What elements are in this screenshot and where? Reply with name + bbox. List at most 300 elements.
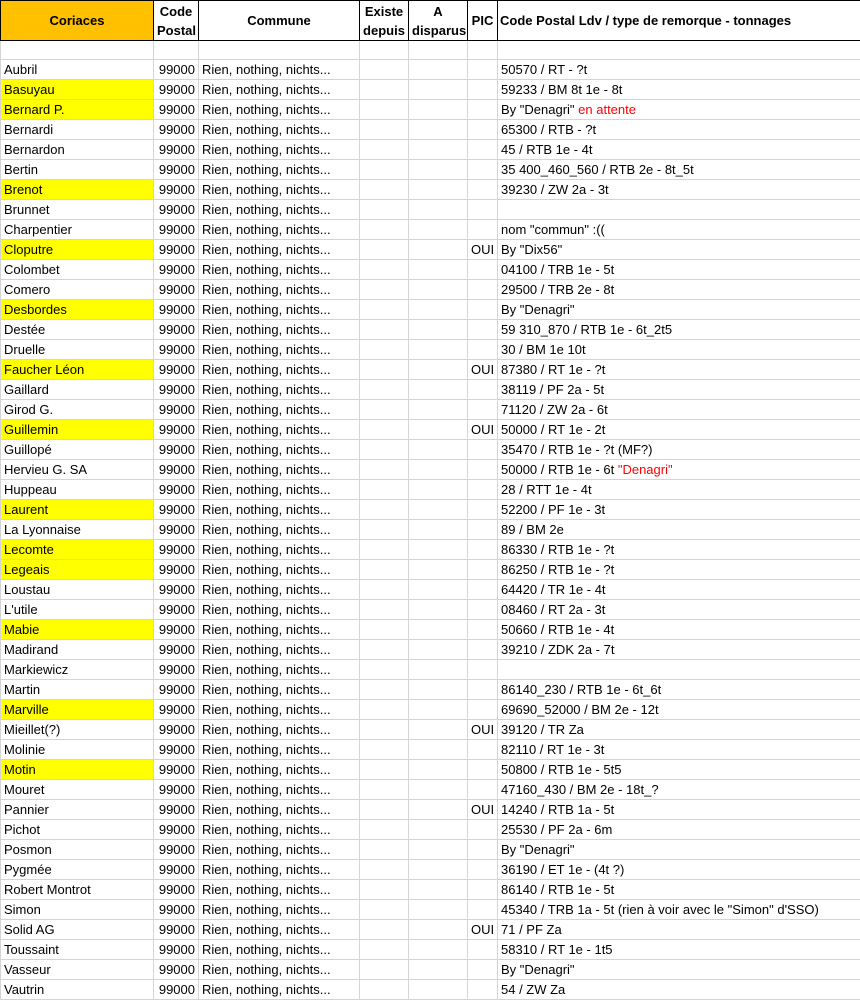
pic-cell[interactable] — [468, 960, 498, 980]
existe-depuis-cell[interactable] — [360, 980, 409, 1000]
a-disparus-cell[interactable] — [409, 720, 468, 740]
commune-cell[interactable]: Rien, nothing, nichts... — [199, 620, 360, 640]
header-pic[interactable]: PIC — [468, 1, 498, 41]
existe-depuis-cell[interactable] — [360, 600, 409, 620]
commune-cell[interactable]: Rien, nothing, nichts... — [199, 380, 360, 400]
name-cell[interactable]: Brenot — [1, 180, 154, 200]
code-postal-cell[interactable]: 99000 — [154, 440, 199, 460]
pic-cell[interactable]: OUI — [468, 360, 498, 380]
pic-cell[interactable] — [468, 400, 498, 420]
ldv-cell[interactable] — [498, 840, 860, 860]
ldv-cell[interactable] — [498, 220, 860, 240]
name-cell[interactable]: Pichot — [1, 820, 154, 840]
name-cell[interactable]: Colombet — [1, 260, 154, 280]
ldv-cell[interactable] — [498, 80, 860, 100]
ldv-cell[interactable] — [498, 780, 860, 800]
commune-cell[interactable]: Rien, nothing, nichts... — [199, 600, 360, 620]
existe-depuis-cell[interactable] — [360, 320, 409, 340]
header-commune[interactable]: Commune — [199, 1, 360, 41]
code-postal-cell[interactable]: 99000 — [154, 140, 199, 160]
commune-cell[interactable]: Rien, nothing, nichts... — [199, 500, 360, 520]
name-cell[interactable]: Simon — [1, 900, 154, 920]
commune-cell[interactable]: Rien, nothing, nichts... — [199, 100, 360, 120]
pic-cell[interactable] — [468, 440, 498, 460]
name-cell[interactable]: Mabie — [1, 620, 154, 640]
commune-cell[interactable]: Rien, nothing, nichts... — [199, 360, 360, 380]
commune-cell[interactable]: Rien, nothing, nichts... — [199, 680, 360, 700]
name-cell[interactable]: Robert Montrot — [1, 880, 154, 900]
existe-depuis-cell[interactable] — [360, 280, 409, 300]
code-postal-cell[interactable]: 99000 — [154, 620, 199, 640]
existe-depuis-cell[interactable] — [360, 800, 409, 820]
name-cell[interactable]: Loustau — [1, 580, 154, 600]
pic-cell[interactable] — [468, 760, 498, 780]
existe-depuis-cell[interactable] — [360, 520, 409, 540]
code-postal-cell[interactable]: 99000 — [154, 820, 199, 840]
code-postal-cell[interactable]: 99000 — [154, 360, 199, 380]
a-disparus-cell[interactable] — [409, 60, 468, 80]
a-disparus-cell[interactable] — [409, 500, 468, 520]
code-postal-cell[interactable]: 99000 — [154, 760, 199, 780]
a-disparus-cell[interactable] — [409, 300, 468, 320]
commune-cell[interactable]: Rien, nothing, nichts... — [199, 820, 360, 840]
name-cell[interactable]: Destée — [1, 320, 154, 340]
commune-cell[interactable]: Rien, nothing, nichts... — [199, 700, 360, 720]
name-cell[interactable]: Molinie — [1, 740, 154, 760]
a-disparus-cell[interactable] — [409, 440, 468, 460]
pic-cell[interactable] — [468, 300, 498, 320]
pic-cell[interactable] — [468, 560, 498, 580]
code-postal-cell[interactable]: 99000 — [154, 220, 199, 240]
name-cell[interactable]: Markiewicz — [1, 660, 154, 680]
header-coriaces[interactable]: Coriaces — [1, 1, 154, 41]
code-postal-cell[interactable]: 99000 — [154, 540, 199, 560]
ldv-cell[interactable] — [498, 200, 860, 220]
code-postal-cell[interactable]: 99000 — [154, 200, 199, 220]
code-postal-cell[interactable]: 99000 — [154, 680, 199, 700]
commune-cell[interactable]: Rien, nothing, nichts... — [199, 480, 360, 500]
commune-cell[interactable]: Rien, nothing, nichts... — [199, 760, 360, 780]
code-postal-cell[interactable]: 99000 — [154, 560, 199, 580]
name-cell[interactable]: Druelle — [1, 340, 154, 360]
code-postal-cell[interactable]: 99000 — [154, 880, 199, 900]
name-cell[interactable]: Pygmée — [1, 860, 154, 880]
existe-depuis-cell[interactable] — [360, 660, 409, 680]
ldv-cell[interactable] — [498, 960, 860, 980]
name-cell[interactable]: Vasseur — [1, 960, 154, 980]
existe-depuis-cell[interactable] — [360, 240, 409, 260]
ldv-cell[interactable] — [498, 380, 860, 400]
ldv-cell[interactable] — [498, 460, 860, 480]
a-disparus-cell[interactable] — [409, 240, 468, 260]
ldv-cell[interactable] — [498, 500, 860, 520]
name-cell[interactable]: Vautrin — [1, 980, 154, 1000]
existe-depuis-cell[interactable] — [360, 840, 409, 860]
name-cell[interactable]: Bernardon — [1, 140, 154, 160]
commune-cell[interactable]: Rien, nothing, nichts... — [199, 80, 360, 100]
name-cell[interactable]: Posmon — [1, 840, 154, 860]
existe-depuis-cell[interactable] — [360, 200, 409, 220]
code-postal-cell[interactable]: 99000 — [154, 160, 199, 180]
name-cell[interactable]: La Lyonnaise — [1, 520, 154, 540]
existe-depuis-cell[interactable] — [360, 560, 409, 580]
existe-depuis-cell[interactable] — [360, 820, 409, 840]
ldv-cell[interactable] — [498, 300, 860, 320]
ldv-cell[interactable] — [498, 440, 860, 460]
ldv-cell[interactable] — [498, 680, 860, 700]
name-cell[interactable]: Motin — [1, 760, 154, 780]
commune-cell[interactable]: Rien, nothing, nichts... — [199, 960, 360, 980]
code-postal-cell[interactable]: 99000 — [154, 420, 199, 440]
ldv-cell[interactable] — [498, 420, 860, 440]
existe-depuis-cell[interactable] — [360, 480, 409, 500]
existe-depuis-cell[interactable] — [360, 860, 409, 880]
name-cell[interactable]: L'utile — [1, 600, 154, 620]
a-disparus-cell[interactable] — [409, 700, 468, 720]
name-cell[interactable]: Mouret — [1, 780, 154, 800]
a-disparus-cell[interactable] — [409, 280, 468, 300]
ldv-cell[interactable] — [498, 940, 860, 960]
commune-cell[interactable]: Rien, nothing, nichts... — [199, 200, 360, 220]
code-postal-cell[interactable]: 99000 — [154, 800, 199, 820]
existe-depuis-cell[interactable] — [360, 260, 409, 280]
commune-cell[interactable]: Rien, nothing, nichts... — [199, 240, 360, 260]
a-disparus-cell[interactable] — [409, 420, 468, 440]
commune-cell[interactable]: Rien, nothing, nichts... — [199, 940, 360, 960]
commune-cell[interactable]: Rien, nothing, nichts... — [199, 300, 360, 320]
code-postal-cell[interactable]: 99000 — [154, 840, 199, 860]
ldv-cell[interactable] — [498, 180, 860, 200]
commune-cell[interactable]: Rien, nothing, nichts... — [199, 400, 360, 420]
pic-cell[interactable] — [468, 500, 498, 520]
existe-depuis-cell[interactable] — [360, 420, 409, 440]
existe-depuis-cell[interactable] — [360, 140, 409, 160]
commune-cell[interactable]: Rien, nothing, nichts... — [199, 740, 360, 760]
pic-cell[interactable] — [468, 700, 498, 720]
commune-cell[interactable]: Rien, nothing, nichts... — [199, 160, 360, 180]
a-disparus-cell[interactable] — [409, 640, 468, 660]
a-disparus-cell[interactable] — [409, 760, 468, 780]
a-disparus-cell[interactable] — [409, 920, 468, 940]
name-cell[interactable]: Solid AG — [1, 920, 154, 940]
table-cell[interactable] — [154, 41, 199, 60]
commune-cell[interactable]: Rien, nothing, nichts... — [199, 720, 360, 740]
a-disparus-cell[interactable] — [409, 600, 468, 620]
code-postal-cell[interactable]: 99000 — [154, 300, 199, 320]
code-postal-cell[interactable]: 99000 — [154, 720, 199, 740]
existe-depuis-cell[interactable] — [360, 940, 409, 960]
a-disparus-cell[interactable] — [409, 400, 468, 420]
name-cell[interactable]: Martin — [1, 680, 154, 700]
ldv-cell[interactable] — [498, 240, 860, 260]
existe-depuis-cell[interactable] — [360, 740, 409, 760]
commune-cell[interactable]: Rien, nothing, nichts... — [199, 340, 360, 360]
code-postal-cell[interactable]: 99000 — [154, 480, 199, 500]
existe-depuis-cell[interactable] — [360, 180, 409, 200]
commune-cell[interactable]: Rien, nothing, nichts... — [199, 320, 360, 340]
commune-cell[interactable]: Rien, nothing, nichts... — [199, 180, 360, 200]
code-postal-cell[interactable]: 99000 — [154, 640, 199, 660]
ldv-cell[interactable] — [498, 860, 860, 880]
pic-cell[interactable] — [468, 620, 498, 640]
name-cell[interactable]: Faucher Léon — [1, 360, 154, 380]
a-disparus-cell[interactable] — [409, 980, 468, 1000]
a-disparus-cell[interactable] — [409, 940, 468, 960]
pic-cell[interactable] — [468, 180, 498, 200]
ldv-cell[interactable] — [498, 120, 860, 140]
pic-cell[interactable] — [468, 980, 498, 1000]
table-cell[interactable] — [360, 41, 409, 60]
a-disparus-cell[interactable] — [409, 220, 468, 240]
commune-cell[interactable]: Rien, nothing, nichts... — [199, 420, 360, 440]
code-postal-cell[interactable]: 99000 — [154, 980, 199, 1000]
commune-cell[interactable]: Rien, nothing, nichts... — [199, 460, 360, 480]
name-cell[interactable]: Cloputre — [1, 240, 154, 260]
a-disparus-cell[interactable] — [409, 840, 468, 860]
existe-depuis-cell[interactable] — [360, 900, 409, 920]
a-disparus-cell[interactable] — [409, 800, 468, 820]
pic-cell[interactable] — [468, 860, 498, 880]
name-cell[interactable]: Girod G. — [1, 400, 154, 420]
ldv-cell[interactable] — [498, 720, 860, 740]
a-disparus-cell[interactable] — [409, 680, 468, 700]
a-disparus-cell[interactable] — [409, 520, 468, 540]
a-disparus-cell[interactable] — [409, 620, 468, 640]
ldv-cell[interactable] — [498, 740, 860, 760]
name-cell[interactable]: Toussaint — [1, 940, 154, 960]
commune-cell[interactable]: Rien, nothing, nichts... — [199, 60, 360, 80]
code-postal-cell[interactable]: 99000 — [154, 600, 199, 620]
name-cell[interactable]: Guillopé — [1, 440, 154, 460]
ldv-cell[interactable] — [498, 280, 860, 300]
table-cell[interactable] — [409, 41, 468, 60]
name-cell[interactable]: Basuyau — [1, 80, 154, 100]
name-cell[interactable]: Madirand — [1, 640, 154, 660]
name-cell[interactable]: Legeais — [1, 560, 154, 580]
pic-cell[interactable] — [468, 280, 498, 300]
ldv-cell[interactable] — [498, 920, 860, 940]
name-cell[interactable]: Guillemin — [1, 420, 154, 440]
a-disparus-cell[interactable] — [409, 660, 468, 680]
pic-cell[interactable] — [468, 340, 498, 360]
pic-cell[interactable] — [468, 780, 498, 800]
commune-cell[interactable]: Rien, nothing, nichts... — [199, 120, 360, 140]
ldv-cell[interactable] — [498, 340, 860, 360]
commune-cell[interactable]: Rien, nothing, nichts... — [199, 800, 360, 820]
commune-cell[interactable]: Rien, nothing, nichts... — [199, 980, 360, 1000]
code-postal-cell[interactable]: 99000 — [154, 60, 199, 80]
ldv-cell[interactable] — [498, 620, 860, 640]
a-disparus-cell[interactable] — [409, 560, 468, 580]
ldv-cell[interactable] — [498, 100, 860, 120]
pic-cell[interactable]: OUI — [468, 720, 498, 740]
pic-cell[interactable] — [468, 120, 498, 140]
pic-cell[interactable] — [468, 220, 498, 240]
existe-depuis-cell[interactable] — [360, 360, 409, 380]
a-disparus-cell[interactable] — [409, 740, 468, 760]
existe-depuis-cell[interactable] — [360, 780, 409, 800]
commune-cell[interactable]: Rien, nothing, nichts... — [199, 580, 360, 600]
code-postal-cell[interactable]: 99000 — [154, 960, 199, 980]
code-postal-cell[interactable]: 99000 — [154, 280, 199, 300]
a-disparus-cell[interactable] — [409, 960, 468, 980]
code-postal-cell[interactable]: 99000 — [154, 740, 199, 760]
code-postal-cell[interactable]: 99000 — [154, 400, 199, 420]
ldv-cell[interactable] — [498, 320, 860, 340]
pic-cell[interactable] — [468, 580, 498, 600]
ldv-cell[interactable] — [498, 980, 860, 1000]
a-disparus-cell[interactable] — [409, 360, 468, 380]
name-cell[interactable]: Huppeau — [1, 480, 154, 500]
pic-cell[interactable] — [468, 200, 498, 220]
commune-cell[interactable]: Rien, nothing, nichts... — [199, 260, 360, 280]
code-postal-cell[interactable]: 99000 — [154, 340, 199, 360]
a-disparus-cell[interactable] — [409, 80, 468, 100]
commune-cell[interactable]: Rien, nothing, nichts... — [199, 840, 360, 860]
pic-cell[interactable] — [468, 380, 498, 400]
existe-depuis-cell[interactable] — [360, 440, 409, 460]
code-postal-cell[interactable]: 99000 — [154, 780, 199, 800]
code-postal-cell[interactable]: 99000 — [154, 120, 199, 140]
pic-cell[interactable] — [468, 900, 498, 920]
pic-cell[interactable] — [468, 660, 498, 680]
pic-cell[interactable] — [468, 60, 498, 80]
existe-depuis-cell[interactable] — [360, 400, 409, 420]
name-cell[interactable]: Gaillard — [1, 380, 154, 400]
a-disparus-cell[interactable] — [409, 900, 468, 920]
existe-depuis-cell[interactable] — [360, 760, 409, 780]
existe-depuis-cell[interactable] — [360, 340, 409, 360]
pic-cell[interactable] — [468, 320, 498, 340]
pic-cell[interactable] — [468, 840, 498, 860]
code-postal-cell[interactable]: 99000 — [154, 660, 199, 680]
ldv-cell[interactable] — [498, 260, 860, 280]
a-disparus-cell[interactable] — [409, 140, 468, 160]
ldv-cell[interactable] — [498, 660, 860, 680]
ldv-cell[interactable] — [498, 140, 860, 160]
a-disparus-cell[interactable] — [409, 160, 468, 180]
name-cell[interactable]: Brunnet — [1, 200, 154, 220]
pic-cell[interactable] — [468, 940, 498, 960]
ldv-cell[interactable] — [498, 580, 860, 600]
commune-cell[interactable]: Rien, nothing, nichts... — [199, 900, 360, 920]
code-postal-cell[interactable]: 99000 — [154, 500, 199, 520]
name-cell[interactable]: Aubril — [1, 60, 154, 80]
existe-depuis-cell[interactable] — [360, 880, 409, 900]
code-postal-cell[interactable]: 99000 — [154, 940, 199, 960]
code-postal-cell[interactable]: 99000 — [154, 380, 199, 400]
pic-cell[interactable] — [468, 160, 498, 180]
name-cell[interactable]: Bernard P. — [1, 100, 154, 120]
ldv-cell[interactable] — [498, 160, 860, 180]
code-postal-cell[interactable]: 99000 — [154, 460, 199, 480]
commune-cell[interactable]: Rien, nothing, nichts... — [199, 140, 360, 160]
table-cell[interactable] — [1, 41, 154, 60]
commune-cell[interactable]: Rien, nothing, nichts... — [199, 920, 360, 940]
a-disparus-cell[interactable] — [409, 860, 468, 880]
pic-cell[interactable] — [468, 260, 498, 280]
existe-depuis-cell[interactable] — [360, 720, 409, 740]
existe-depuis-cell[interactable] — [360, 580, 409, 600]
commune-cell[interactable]: Rien, nothing, nichts... — [199, 520, 360, 540]
pic-cell[interactable] — [468, 600, 498, 620]
a-disparus-cell[interactable] — [409, 880, 468, 900]
existe-depuis-cell[interactable] — [360, 60, 409, 80]
table-cell[interactable] — [199, 41, 360, 60]
name-cell[interactable]: Bertin — [1, 160, 154, 180]
ldv-cell[interactable] — [498, 480, 860, 500]
ldv-cell[interactable] — [498, 640, 860, 660]
pic-cell[interactable]: OUI — [468, 920, 498, 940]
existe-depuis-cell[interactable] — [360, 500, 409, 520]
existe-depuis-cell[interactable] — [360, 380, 409, 400]
ldv-cell[interactable] — [498, 900, 860, 920]
a-disparus-cell[interactable] — [409, 320, 468, 340]
ldv-cell[interactable] — [498, 560, 860, 580]
ldv-cell[interactable] — [498, 820, 860, 840]
a-disparus-cell[interactable] — [409, 480, 468, 500]
existe-depuis-cell[interactable] — [360, 960, 409, 980]
ldv-cell[interactable] — [498, 700, 860, 720]
commune-cell[interactable]: Rien, nothing, nichts... — [199, 280, 360, 300]
commune-cell[interactable]: Rien, nothing, nichts... — [199, 660, 360, 680]
commune-cell[interactable]: Rien, nothing, nichts... — [199, 860, 360, 880]
a-disparus-cell[interactable] — [409, 200, 468, 220]
a-disparus-cell[interactable] — [409, 460, 468, 480]
existe-depuis-cell[interactable] — [360, 460, 409, 480]
pic-cell[interactable] — [468, 740, 498, 760]
ldv-cell[interactable] — [498, 880, 860, 900]
pic-cell[interactable] — [468, 820, 498, 840]
ldv-cell[interactable] — [498, 520, 860, 540]
pic-cell[interactable] — [468, 640, 498, 660]
code-postal-cell[interactable]: 99000 — [154, 260, 199, 280]
existe-depuis-cell[interactable] — [360, 80, 409, 100]
existe-depuis-cell[interactable] — [360, 100, 409, 120]
existe-depuis-cell[interactable] — [360, 160, 409, 180]
commune-cell[interactable]: Rien, nothing, nichts... — [199, 560, 360, 580]
pic-cell[interactable] — [468, 520, 498, 540]
existe-depuis-cell[interactable] — [360, 220, 409, 240]
code-postal-cell[interactable]: 99000 — [154, 920, 199, 940]
name-cell[interactable]: Mieillet(?) — [1, 720, 154, 740]
a-disparus-cell[interactable] — [409, 820, 468, 840]
name-cell[interactable]: Desbordes — [1, 300, 154, 320]
existe-depuis-cell[interactable] — [360, 640, 409, 660]
name-cell[interactable]: Pannier — [1, 800, 154, 820]
pic-cell[interactable]: OUI — [468, 800, 498, 820]
pic-cell[interactable]: OUI — [468, 420, 498, 440]
header-code-postal-ldv[interactable]: Code Postal Ldv / type de remorque - tonnages — [498, 1, 860, 41]
a-disparus-cell[interactable] — [409, 180, 468, 200]
pic-cell[interactable] — [468, 480, 498, 500]
table-cell[interactable] — [498, 41, 860, 60]
name-cell[interactable]: Laurent — [1, 500, 154, 520]
code-postal-cell[interactable]: 99000 — [154, 320, 199, 340]
commune-cell[interactable]: Rien, nothing, nichts... — [199, 880, 360, 900]
ldv-cell[interactable] — [498, 400, 860, 420]
existe-depuis-cell[interactable] — [360, 700, 409, 720]
header-existe-depuis[interactable]: Existe depuis — [360, 1, 409, 41]
name-cell[interactable]: Charpentier — [1, 220, 154, 240]
a-disparus-cell[interactable] — [409, 780, 468, 800]
existe-depuis-cell[interactable] — [360, 920, 409, 940]
pic-cell[interactable] — [468, 100, 498, 120]
ldv-cell[interactable] — [498, 600, 860, 620]
code-postal-cell[interactable]: 99000 — [154, 860, 199, 880]
name-cell[interactable]: Comero — [1, 280, 154, 300]
code-postal-cell[interactable]: 99000 — [154, 700, 199, 720]
